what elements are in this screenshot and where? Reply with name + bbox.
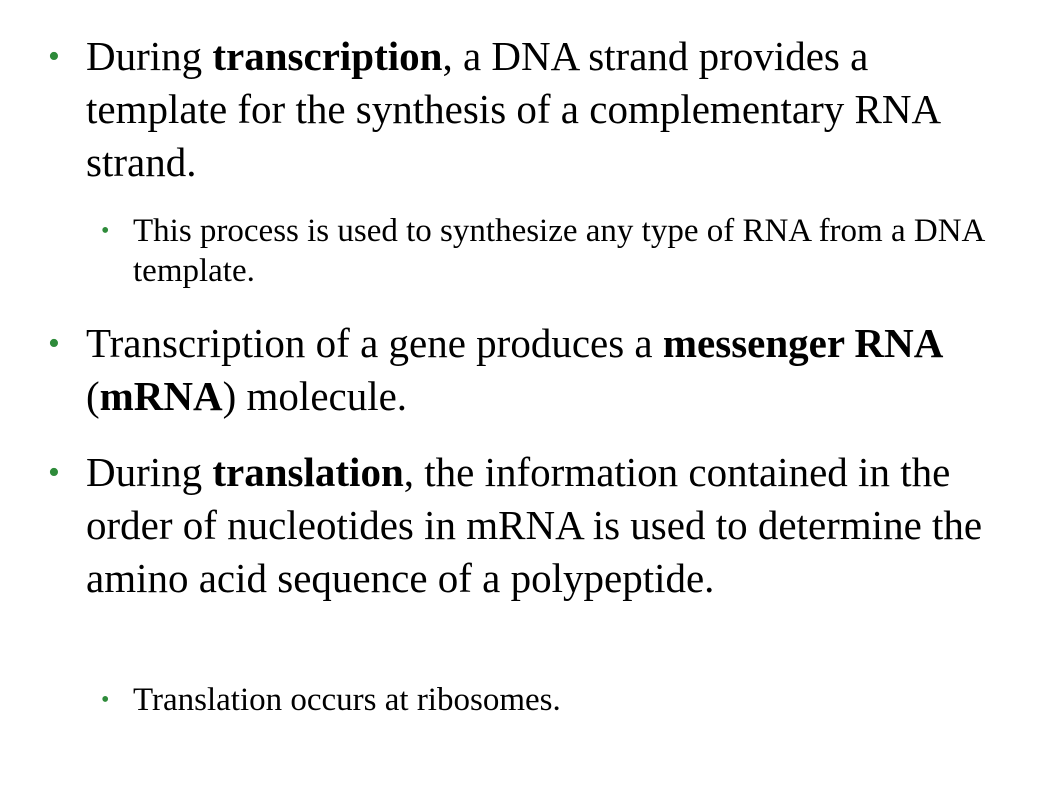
text-segment: This process is used to synthesize any type of RNA from a DNA template. <box>133 213 984 289</box>
bullet-item-transcription <box>48 30 986 189</box>
bold-term-translation: translation <box>212 449 404 495</box>
bold-term-mrna: mRNA <box>99 373 223 419</box>
text-segment: ( <box>86 373 100 419</box>
bold-term-messenger-rna: messenger RNA <box>662 320 944 366</box>
bullet-icon: • <box>48 38 60 75</box>
text-segment: , a DNA strand provides a template for the synthesis of a complementary RNA strand. <box>86 33 939 185</box>
bullet-text <box>86 30 986 189</box>
bold-term-transcription: transcription <box>212 33 443 79</box>
bullet-icon: • <box>101 687 110 713</box>
text-segment: ) molecule. <box>222 373 408 419</box>
bullet-item-messenger-rna <box>48 317 986 423</box>
bullet-text <box>86 446 986 605</box>
bullet-icon: • <box>101 218 110 244</box>
text-segment: Translation occurs at ribosomes. <box>133 682 561 718</box>
text-segment: , the information contained in the order of nucleotides in mRNA is used to determine the amino acid sequence of a polypeptide. <box>86 449 983 601</box>
sub-bullet-item-rna-synthesis <box>101 211 993 291</box>
bullet-text <box>133 211 993 291</box>
bullet-item-translation <box>48 446 986 605</box>
text-segment: During <box>86 33 213 79</box>
bullet-icon: • <box>48 454 60 491</box>
bullet-text <box>86 317 986 423</box>
text-segment: During <box>86 449 213 495</box>
bullet-text <box>133 680 993 720</box>
bullet-icon: • <box>48 325 60 362</box>
text-segment: Transcription of a gene produces a <box>86 320 663 366</box>
sub-bullet-item-ribosomes <box>101 680 993 720</box>
